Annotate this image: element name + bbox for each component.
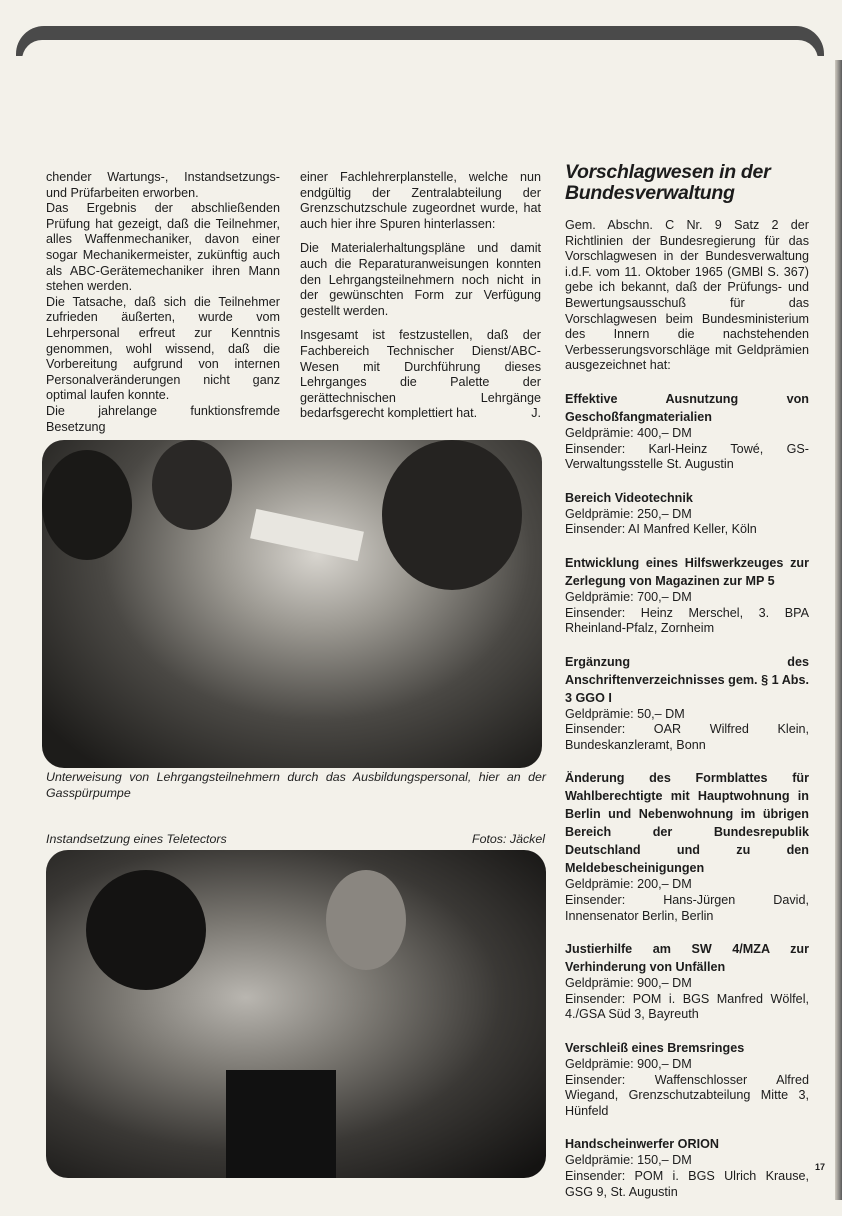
paragraph: chender Wartungs-, Instandsetzungs- und Prüfarbeiten erworben. [46,170,280,200]
award-entry [565,1135,809,1200]
author-signature: J. [531,406,541,421]
award-entry [565,489,809,538]
award-heading: Ergänzung des Anschriftenverzeichnisses gem. § 1 Abs. 3 GGO I [565,654,809,705]
photo-caption: Unterweisung von Lehrgangsteilnehmern durch das Ausbildungspersonal, hier an der Gasspürpumpe [46,770,546,800]
award-sender: Einsender: Hans-Jürgen David, Innensenator Berlin, Berlin [565,893,809,923]
article-column-1 [46,170,280,435]
award-heading: Effektive Ausnutzung von Geschoßfangmaterialien [565,391,809,424]
award-entry [565,390,809,473]
paragraph: Die jahrelange funktionsfremde Besetzung [46,403,280,434]
article-column-2 [300,170,541,431]
page-edge [835,60,842,1200]
award-sender: Einsender: POM i. BGS Manfred Wölfel, 4./GSA Süd 3, Bayreuth [565,991,809,1022]
award-prize: Geldprämie: 250,– DM [565,506,692,521]
paragraph: Die Tatsache, daß sich die Teilnehmer zufrieden äußerten, wurde vom Lehrpersonal erfreut zur Kenntnis genommen, wohl wissend, daß die Vorbereitung aufgrund von internen Personalveränderungen nicht ganz optimal laufen konnte. [46,294,280,403]
award-prize: Geldprämie: 150,– DM [565,1153,692,1168]
award-sender: Einsender: Waffenschlosser Alfred Wiegand, Grenzschutzabteilung Mitte 3, Hünfeld [565,1072,809,1118]
award-prize: Geldprämie: 700,– DM [565,589,692,604]
award-sender: Einsender: POM i. BGS Ulrich Krause, GSG 9, St. Augustin [565,1169,809,1199]
award-prize: Geldprämie: 900,– DM [565,1057,692,1072]
award-sender: Einsender: OAR Wilfred Klein, Bundeskanzleramt, Bonn [565,722,809,752]
award-entry [565,554,809,637]
article-column-3 [565,162,809,1216]
photo-credit: Fotos: Jäckel [472,832,545,846]
award-list [565,390,809,1200]
award-prize: Geldprämie: 200,– DM [565,877,692,892]
award-heading: Bereich Videotechnik [565,490,693,505]
article-title: Vorschlagwesen in der Bundesverwaltung [565,161,771,204]
paragraph: Die Materialerhaltungspläne und damit auch die Reparaturanweisungen konnten den Lehrgangsteilnehmern noch nicht in der gewünschten Form zur Verfügung gestellt werden. [300,241,541,318]
award-sender: Einsender: Heinz Merschel, 3. BPA Rheinland-Pfalz, Zornheim [565,605,809,636]
header-band [16,26,824,56]
award-entry [565,940,809,1023]
award-sender: Einsender: Karl-Heinz Towé, GS-Verwaltungsstelle St. Augustin [565,441,809,472]
award-heading: Handscheinwerfer ORION [565,1137,719,1152]
award-prize: Geldprämie: 400,– DM [565,425,692,440]
paragraph-text: Insgesamt ist festzustellen, daß der Fachbereich Technischer Dienst/ABC-Wesen mit Durchführung dieses Lehrganges die Palette der gerättechnischen Lehrgänge bedarfsgerecht komplettiert hat. [300,328,541,421]
award-heading: Justierhilfe am SW 4/MZA zur Verhinderung von Unfällen [565,942,809,975]
paragraph [300,328,541,422]
award-prize: Geldprämie: 900,– DM [565,976,692,991]
page-number: 17 [815,1162,826,1172]
intro-paragraph: Gem. Abschn. C Nr. 9 Satz 2 der Richtlinien der Bundesregierung für das Vorschlagwesen in der Bundesverwaltung i.d.F. vom 11. Oktober 1965 (GMBl S. 367) gebe ich bekannt, daß der Prüfungs- und Bewertungsausschuß für das Vorschlagwesen beim Bundesministerium des Innern die nachstehenden Verbesserungsvorschläge mit Geldprämien ausgezeichnet hat: [565,218,809,373]
photo-caption: Instandsetzung eines Teletectors [46,832,227,846]
award-sender: Einsender: AI Manfred Keller, Köln [565,522,757,537]
award-heading: Änderung des Formblattes für Wahlberechtigte mit Hauptwohnung in Berlin und Nebenwohnung im übrigen Bereich der Bundesrepublik Deutschland und zu den Meldebescheinigungen [565,771,809,876]
award-heading: Verschleiß eines Bremsringes [565,1041,745,1056]
award-entry [565,769,809,924]
award-entry [565,653,809,754]
paragraph: Das Ergebnis der abschließenden Prüfung hat gezeigt, daß die Teilnehmer, alles Waffenmechaniker, davon einer sogar Mechanikermeister, zukünftig auch als ABC-Gerätemechaniker ihren Mann stehen werden. [46,201,280,294]
award-heading: Entwicklung eines Hilfswerkzeuges zur Zerlegung von Magazinen zur MP 5 [565,555,809,588]
award-prize: Geldprämie: 50,– DM [565,706,685,721]
photo-teletector-repair [46,850,546,1178]
photo-gas-detector-training [42,440,542,768]
award-entry [565,1039,809,1119]
paragraph: einer Fachlehrerplanstelle, welche nun endgültig der Zentralabteilung der Grenzschutzschule zugeordnet wurde, hat auch hier ihre Spuren hinterlassen: [300,170,541,231]
